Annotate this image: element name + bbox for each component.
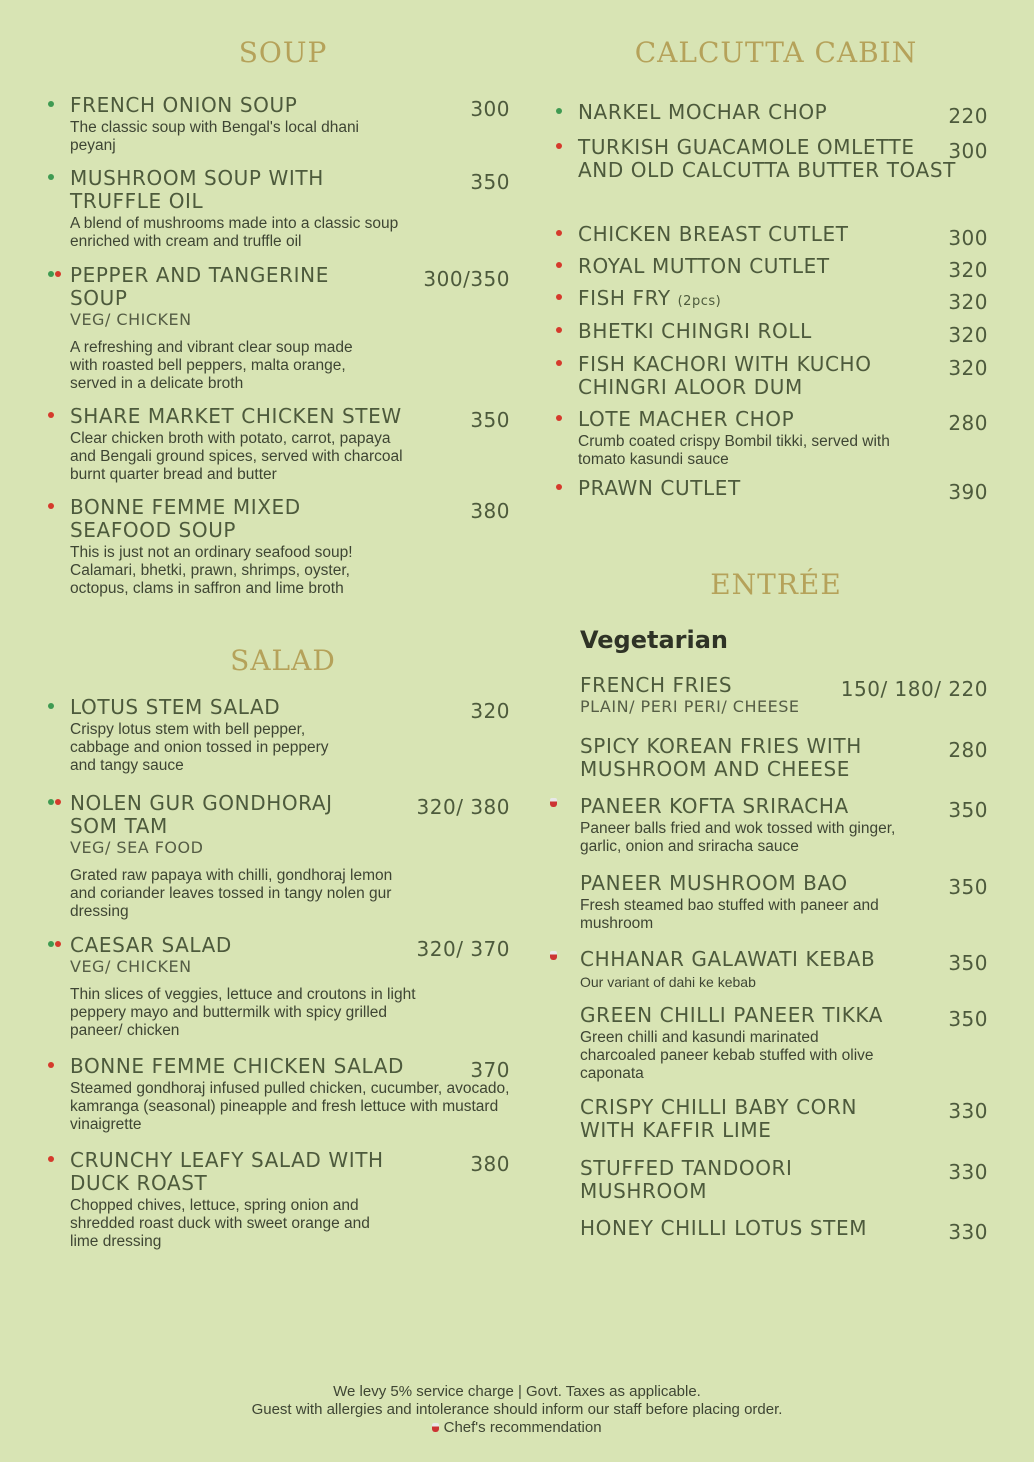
nonveg-icon	[556, 140, 563, 152]
item-name	[578, 287, 926, 313]
item-price: 150/ 180/ 220	[840, 677, 988, 701]
item-desc: Grated raw papaya with chilli, gondhoraj lemon and coriander leaves tossed in tangy nolen gur dressing	[70, 867, 393, 920]
item-desc: Crumb coated crispy Bombil tikki, served with tomato kasundi sauce	[578, 433, 890, 468]
menu-item	[556, 254, 996, 282]
nonveg-icon	[48, 1059, 55, 1071]
nonveg-icon	[556, 357, 563, 369]
item-name: CHHANAR GALAWATI KEBAB	[580, 947, 876, 971]
menu-item	[48, 934, 518, 1040]
item-price: 300	[470, 97, 510, 121]
item-desc: Fresh steamed bao stuffed with paneer and mushroom	[580, 897, 879, 932]
item-name: SPICY KOREAN FRIES WITH MUSHROOM AND CHEESE	[580, 734, 862, 781]
item-price: 350	[948, 951, 988, 975]
veg-icon	[48, 98, 55, 110]
item-name: BONNE FEMME CHICKEN SALAD	[70, 1054, 405, 1078]
item-variant: VEG/ CHICKEN	[70, 310, 192, 329]
menu-item	[556, 1157, 996, 1203]
item-price: 350	[948, 798, 988, 822]
item-name-text: FISH FRY	[578, 286, 671, 310]
veg-nonveg-icon	[48, 796, 62, 808]
item-desc: Paneer balls fried and wok tossed with ginger, garlic, onion and sriracha sauce	[580, 820, 896, 855]
item-price: 350	[948, 875, 988, 899]
item-price: 320/ 380	[416, 795, 510, 819]
item-price: 220	[948, 104, 988, 128]
item-name: CHICKEN BREAST CUTLET	[578, 222, 849, 246]
soup-title: SOUP	[238, 36, 328, 69]
menu-item	[556, 1216, 996, 1244]
menu-item	[556, 136, 996, 182]
menu-item	[556, 100, 996, 128]
chef-recommendation-icon	[550, 798, 557, 810]
item-desc: Crispy lotus stem with bell pepper, cabbage and onion tossed in peppery and tangy sauce	[70, 721, 329, 774]
item-desc: Green chilli and kasundi marinated charcoaled paneer kebab stuffed with olive caponata	[580, 1029, 874, 1082]
item-desc: The classic soup with Bengal's local dhani peyanj	[70, 119, 360, 154]
item-price: 320	[948, 323, 988, 347]
veg-icon	[556, 105, 563, 117]
menu-item	[48, 94, 518, 155]
item-price: 380	[470, 1152, 510, 1176]
menu-item	[48, 696, 518, 775]
nonveg-icon	[556, 291, 563, 303]
menu-item	[556, 287, 996, 313]
menu-item	[48, 167, 518, 251]
allergy-note: Guest with allergies and intolerance should inform our staff before placing order.	[251, 1401, 783, 1418]
item-price: 300	[948, 139, 988, 163]
item-price: 350	[470, 170, 510, 194]
item-name: PANEER MUSHROOM BAO	[580, 871, 848, 895]
service-charge-note: We levy 5% service charge | Govt. Taxes as applicable.	[333, 1383, 701, 1400]
item-name: SHARE MARKET CHICKEN STEW	[70, 404, 402, 428]
item-name: MUSHROOM SOUP WITH TRUFFLE OIL	[70, 166, 324, 213]
menu-item	[556, 1096, 996, 1142]
nonveg-icon	[556, 481, 563, 493]
item-price: 380	[470, 499, 510, 523]
item-variant: PLAIN/ PERI PERI/ CHEESE	[580, 697, 800, 716]
item-name: LOTUS STEM SALAD	[70, 695, 281, 719]
item-desc: Steamed gondhoraj infused pulled chicken, cucumber, avocado, kamranga (seasonal) pineapple and fresh lettuce with mustard vinaigrette	[70, 1080, 510, 1133]
menu-item	[556, 674, 996, 716]
item-name: BONNE FEMME MIXED SEAFOOD SOUP	[70, 495, 301, 542]
item-price: 280	[948, 738, 988, 762]
item-name: HONEY CHILLI LOTUS STEM	[580, 1216, 868, 1240]
item-price: 320	[948, 290, 988, 314]
salad-title: SALAD	[230, 644, 336, 677]
item-desc: Thin slices of veggies, lettuce and croutons in light peppery mayo and buttermilk with spicy grilled paneer/ chicken	[70, 986, 416, 1039]
menu-item	[556, 319, 996, 347]
nonveg-icon	[48, 500, 55, 512]
item-name: CRISPY CHILLI BABY CORN WITH KAFFIR LIME	[580, 1095, 858, 1142]
vegetarian-subheading: Vegetarian	[580, 626, 729, 654]
item-price: 280	[948, 411, 988, 435]
menu-item	[556, 353, 996, 399]
menu-item	[48, 496, 518, 598]
menu-item	[556, 222, 996, 250]
footer-notes	[0, 1383, 1034, 1437]
nonveg-icon	[48, 1153, 55, 1165]
item-price: 350	[470, 408, 510, 432]
chef-recommendation-icon	[432, 1423, 439, 1432]
item-variant: VEG/ SEA FOOD	[70, 838, 204, 857]
item-name: ROYAL MUTTON CUTLET	[578, 254, 830, 278]
item-name: CAESAR SALAD	[70, 933, 232, 957]
menu-item	[556, 408, 996, 469]
menu-item	[556, 872, 996, 933]
item-name: PRAWN CUTLET	[578, 476, 741, 500]
item-price: 300	[948, 226, 988, 250]
item-desc: Clear chicken broth with potato, carrot, papaya and Bengali ground spices, served with charcoal burnt quarter bread and butter	[70, 430, 403, 483]
item-name: FISH KACHORI WITH KUCHO CHINGRI ALOOR DUM	[578, 352, 872, 399]
nonveg-icon	[556, 412, 563, 424]
veg-icon	[48, 171, 55, 183]
item-price: 350	[948, 1007, 988, 1031]
item-name: LOTE MACHER CHOP	[578, 407, 795, 431]
item-price: 320	[470, 699, 510, 723]
veg-nonveg-icon	[48, 938, 62, 950]
item-name: NOLEN GUR GONDHORAJ SOM TAM	[70, 791, 333, 838]
item-name: NARKEL MOCHAR CHOP	[578, 100, 828, 124]
menu-item	[556, 1004, 996, 1083]
nonveg-icon	[556, 324, 563, 336]
menu-item	[556, 735, 996, 781]
menu-item	[556, 948, 996, 991]
item-desc: A refreshing and vibrant clear soup made with roasted bell peppers, malta orange, served in a delicate broth	[70, 339, 353, 392]
nonveg-icon	[556, 227, 563, 239]
item-name: PANEER KOFTA SRIRACHA	[580, 794, 849, 818]
item-name: PEPPER AND TANGERINE SOUP	[70, 263, 329, 310]
item-price: 320	[948, 356, 988, 380]
item-price: 320/ 370	[416, 937, 510, 961]
menu-item	[48, 405, 518, 484]
nonveg-icon	[48, 409, 55, 421]
chef-recommendation-icon	[550, 951, 557, 963]
menu-item	[48, 1055, 518, 1134]
item-name: FRENCH ONION SOUP	[70, 93, 298, 117]
menu-item	[48, 792, 518, 921]
veg-icon	[48, 700, 55, 712]
menu-item	[556, 795, 996, 856]
item-name: STUFFED TANDOORI MUSHROOM	[580, 1156, 793, 1203]
veg-nonveg-icon	[48, 268, 62, 280]
item-name: TURKISH GUACAMOLE OMLETTE AND OLD CALCUTTA BUTTER TOAST	[578, 135, 956, 182]
item-price: 370	[470, 1058, 510, 1082]
item-desc: A blend of mushrooms made into a classic soup enriched with cream and truffle oil	[70, 215, 399, 250]
item-price: 330	[948, 1160, 988, 1184]
item-price: 330	[948, 1220, 988, 1244]
item-desc: This is just not an ordinary seafood soup! Calamari, bhetki, prawn, shrimps, oyster, octopus, clams in saffron and lime broth	[70, 544, 353, 597]
entree-title: ENTRÉE	[710, 568, 842, 601]
item-name: CRUNCHY LEAFY SALAD WITH DUCK ROAST	[70, 1148, 384, 1195]
chef-legend	[0, 1419, 1034, 1437]
menu-item	[48, 1149, 518, 1251]
item-qty: (2pcs)	[677, 294, 722, 309]
item-price: 390	[948, 480, 988, 504]
nonveg-icon	[556, 259, 563, 271]
item-name: BHETKI CHINGRI ROLL	[578, 319, 812, 343]
item-price: 330	[948, 1099, 988, 1123]
calcutta-cabin-title: CALCUTTA CABIN	[634, 36, 918, 69]
item-price: 320	[948, 258, 988, 282]
chef-legend-text: Chef's recommendation	[443, 1419, 602, 1436]
item-name: FRENCH FRIES	[580, 673, 733, 697]
menu-item	[556, 476, 996, 504]
item-name: GREEN CHILLI PANEER TIKKA	[580, 1003, 884, 1027]
menu-item	[48, 264, 518, 393]
item-desc: Our variant of dahi ke kebab	[580, 974, 756, 990]
item-variant: VEG/ CHICKEN	[70, 957, 192, 976]
item-price: 300/350	[423, 267, 510, 291]
item-desc: Chopped chives, lettuce, spring onion and shredded roast duck with sweet orange and lime dressing	[70, 1197, 370, 1250]
